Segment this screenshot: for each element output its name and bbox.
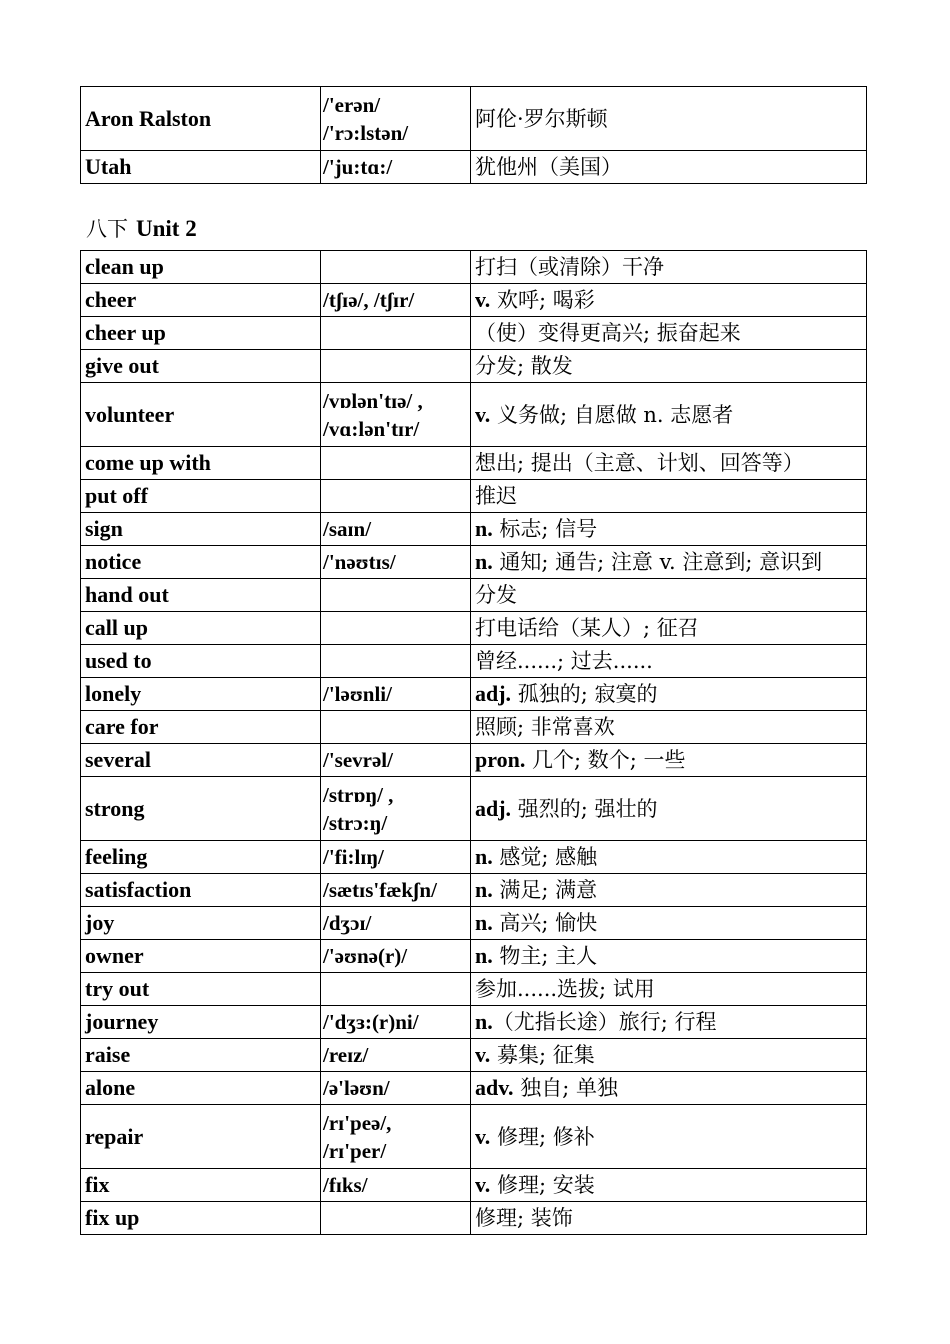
vocab-word: clean up — [81, 251, 321, 284]
vocab-row — [81, 645, 867, 678]
vocab-word: hand out — [81, 579, 321, 612]
vocab-meaning — [471, 744, 867, 777]
vocab-meaning — [471, 1039, 867, 1072]
vocab-phonetic-line: /'sevrəl/ — [323, 748, 393, 772]
vocab-phonetic-line: /reɪz/ — [323, 1043, 369, 1067]
vocab-meaning — [471, 513, 867, 546]
vocab-meaning — [471, 284, 867, 317]
vocab-word: raise — [81, 1039, 321, 1072]
vocab-row — [81, 251, 867, 284]
vocab-phonetic-line: /rɪ'peə/, — [323, 1110, 392, 1135]
vocab-row — [81, 151, 867, 184]
vocab-part-of-speech: n. — [475, 1009, 493, 1034]
vocab-word: call up — [81, 612, 321, 645]
vocab-phonetic — [321, 87, 471, 151]
vocab-word: joy — [81, 907, 321, 940]
vocabulary-table-top-body — [81, 87, 867, 184]
vocabulary-table-unit-body — [81, 251, 867, 1235]
vocab-phonetic-line: /dʒɔɪ/ — [323, 911, 372, 935]
vocab-meaning — [471, 841, 867, 874]
vocab-meaning — [471, 973, 867, 1006]
vocab-row — [81, 1006, 867, 1039]
vocab-meaning — [471, 480, 867, 513]
vocab-phonetic-line: /'dʒɜ:(r)ni/ — [323, 1010, 419, 1034]
section-heading-unit: Unit 2 — [136, 216, 197, 241]
vocab-row — [81, 447, 867, 480]
vocab-row — [81, 579, 867, 612]
vocab-phonetic — [321, 1169, 471, 1202]
vocab-meaning-text: 修理; 装饰 — [475, 1206, 573, 1230]
vocab-phonetic — [321, 874, 471, 907]
vocab-word: strong — [81, 777, 321, 841]
vocab-phonetic — [321, 480, 471, 513]
vocab-meaning-text: 修理; 修补 — [490, 1124, 595, 1149]
vocab-phonetic — [321, 317, 471, 350]
vocab-phonetic — [321, 841, 471, 874]
vocab-word: journey — [81, 1006, 321, 1039]
vocab-phonetic-line: /sætɪs'fækʃn/ — [323, 878, 437, 902]
vocab-meaning-text: 照顾; 非常喜欢 — [475, 715, 615, 739]
vocab-row — [81, 907, 867, 940]
vocab-meaning — [471, 777, 867, 841]
vocab-row — [81, 711, 867, 744]
vocab-word: try out — [81, 973, 321, 1006]
vocab-word: satisfaction — [81, 874, 321, 907]
vocab-phonetic-line: /'ju:tɑ:/ — [323, 155, 393, 179]
vocab-word: used to — [81, 645, 321, 678]
vocab-word: care for — [81, 711, 321, 744]
vocab-phonetic-line: /tʃɪə/, /tʃɪr/ — [323, 288, 415, 312]
vocab-phonetic — [321, 777, 471, 841]
vocab-meaning-text: 犹他州（美国） — [475, 155, 622, 179]
vocab-meaning — [471, 940, 867, 973]
vocab-word: give out — [81, 350, 321, 383]
vocab-row — [81, 973, 867, 1006]
vocab-phonetic — [321, 251, 471, 284]
vocab-row — [81, 513, 867, 546]
section-heading-prefix: 八下 — [86, 217, 128, 241]
vocab-row — [81, 1202, 867, 1235]
vocab-meaning-text: 物主; 主人 — [492, 944, 598, 968]
vocab-part-of-speech: n. — [475, 844, 493, 869]
vocab-meaning — [471, 1169, 867, 1202]
vocab-meaning-text: 打扫（或清除）干净 — [475, 255, 664, 279]
vocab-part-of-speech: adj. — [475, 681, 512, 706]
vocab-word: Aron Ralston — [81, 87, 321, 151]
vocab-meaning — [471, 645, 867, 678]
vocab-part-of-speech: v. — [475, 1172, 491, 1197]
vocab-phonetic — [321, 940, 471, 973]
vocab-word: cheer — [81, 284, 321, 317]
vocab-phonetic-line: /rɪ'per/ — [323, 1138, 387, 1163]
vocab-word: notice — [81, 546, 321, 579]
vocab-word: fix — [81, 1169, 321, 1202]
vocab-word: several — [81, 744, 321, 777]
vocab-phonetic-line: /ə'ləʊn/ — [323, 1076, 390, 1100]
vocab-phonetic — [321, 678, 471, 711]
vocab-phonetic-line: /'ləʊnli/ — [323, 682, 392, 706]
vocab-phonetic — [321, 1006, 471, 1039]
vocab-meaning-text: 推迟 — [475, 484, 517, 508]
vocab-phonetic-line: /fɪks/ — [323, 1173, 368, 1197]
vocab-row — [81, 1072, 867, 1105]
vocab-word: volunteer — [81, 383, 321, 447]
vocab-phonetic — [321, 151, 471, 184]
vocab-row — [81, 777, 867, 841]
vocab-meaning — [471, 447, 867, 480]
vocab-row — [81, 744, 867, 777]
vocab-phonetic — [321, 513, 471, 546]
vocab-phonetic-line: /'erən/ — [323, 92, 381, 117]
vocab-phonetic — [321, 447, 471, 480]
vocab-meaning-text: 想出; 提出（主意、计划、回答等） — [475, 451, 804, 475]
vocab-word: feeling — [81, 841, 321, 874]
vocab-phonetic-line: /vɑ:lən'tɪr/ — [323, 416, 420, 441]
vocab-meaning — [471, 350, 867, 383]
vocab-word: repair — [81, 1105, 321, 1169]
vocab-word: fix up — [81, 1202, 321, 1235]
vocab-part-of-speech: v. — [475, 1042, 491, 1067]
vocab-row — [81, 940, 867, 973]
vocab-part-of-speech: n. — [475, 910, 493, 935]
vocab-part-of-speech: n. — [475, 943, 493, 968]
vocab-row — [81, 317, 867, 350]
vocab-meaning-text: 参加......选拔; 试用 — [475, 977, 655, 1001]
vocab-phonetic — [321, 383, 471, 447]
vocab-word: sign — [81, 513, 321, 546]
vocab-meaning-text: 阿伦·罗尔斯顿 — [475, 106, 608, 131]
vocab-meaning-text: 通知; 通告; 注意 v. 注意到; 意识到 — [492, 550, 823, 574]
vocabulary-table-top — [80, 86, 867, 184]
vocab-phonetic-line: /vɒlən'tɪə/ , — [323, 388, 423, 413]
vocab-row — [81, 480, 867, 513]
vocab-part-of-speech: adj. — [475, 795, 512, 821]
vocab-meaning — [471, 1072, 867, 1105]
vocab-meaning-text: 几个; 数个; 一些 — [525, 748, 686, 772]
vocab-meaning-text: （使）变得更高兴; 振奋起来 — [475, 321, 741, 345]
vocab-phonetic — [321, 973, 471, 1006]
vocab-row — [81, 678, 867, 711]
vocab-meaning-text: 分发; 散发 — [475, 354, 573, 378]
vocab-row — [81, 874, 867, 907]
vocab-row — [81, 612, 867, 645]
vocab-part-of-speech: pron. — [475, 747, 526, 772]
vocab-phonetic — [321, 907, 471, 940]
vocab-part-of-speech: n. — [475, 516, 493, 541]
vocab-word: lonely — [81, 678, 321, 711]
vocab-phonetic — [321, 579, 471, 612]
vocab-part-of-speech: n. — [475, 877, 493, 902]
vocab-meaning — [471, 612, 867, 645]
vocab-part-of-speech: v. — [475, 1123, 491, 1149]
vocab-phonetic — [321, 1202, 471, 1235]
vocab-meaning-text: 满足; 满意 — [492, 878, 598, 902]
vocab-part-of-speech: v. — [475, 401, 491, 427]
vocab-meaning-text: 义务做; 自愿做 n. 志愿者 — [490, 402, 734, 427]
vocab-word: Utah — [81, 151, 321, 184]
vocab-row — [81, 87, 867, 151]
vocab-row — [81, 350, 867, 383]
vocab-row — [81, 1169, 867, 1202]
vocabulary-table-unit — [80, 250, 867, 1235]
vocab-row — [81, 546, 867, 579]
vocab-meaning — [471, 1006, 867, 1039]
vocab-word: put off — [81, 480, 321, 513]
vocab-meaning — [471, 678, 867, 711]
vocab-meaning — [471, 383, 867, 447]
vocab-meaning-text: 修理; 安装 — [490, 1173, 595, 1197]
vocab-row — [81, 284, 867, 317]
vocab-meaning — [471, 87, 867, 151]
vocab-meaning-text: 感觉; 感触 — [492, 845, 598, 869]
vocab-meaning-text: 募集; 征集 — [490, 1043, 595, 1067]
vocab-phonetic-line: /strɒŋ/ , — [323, 782, 394, 807]
vocab-meaning — [471, 251, 867, 284]
vocab-meaning-text: 独自; 单独 — [513, 1076, 618, 1100]
vocab-meaning-text: （尤指长途）旅行; 行程 — [492, 1010, 717, 1034]
vocab-word: come up with — [81, 447, 321, 480]
vocab-phonetic — [321, 1039, 471, 1072]
vocab-phonetic — [321, 284, 471, 317]
vocab-meaning — [471, 151, 867, 184]
vocab-row — [81, 1105, 867, 1169]
vocab-phonetic — [321, 1105, 471, 1169]
vocab-phonetic-line: /saɪn/ — [323, 517, 372, 541]
vocab-phonetic-line: /strɔ:ŋ/ — [323, 810, 388, 835]
vocab-meaning-text: 欢呼; 喝彩 — [490, 288, 595, 312]
vocab-word: owner — [81, 940, 321, 973]
vocab-meaning-text: 高兴; 愉快 — [492, 911, 598, 935]
vocab-part-of-speech: adv. — [475, 1075, 514, 1100]
vocab-part-of-speech: v. — [475, 287, 491, 312]
vocab-meaning-text: 强烈的; 强壮的 — [511, 796, 658, 821]
vocab-meaning — [471, 1202, 867, 1235]
vocab-part-of-speech: n. — [475, 549, 493, 574]
section-heading — [86, 214, 197, 244]
vocab-phonetic-line: /'nəʊtɪs/ — [323, 550, 396, 574]
vocab-word: cheer up — [81, 317, 321, 350]
vocab-row — [81, 383, 867, 447]
vocab-phonetic — [321, 711, 471, 744]
vocab-meaning — [471, 874, 867, 907]
vocab-phonetic — [321, 1072, 471, 1105]
vocab-meaning-text: 打电话给（某人）; 征召 — [475, 616, 699, 640]
vocab-phonetic-line: /'rɔ:lstən/ — [323, 120, 409, 145]
vocab-phonetic — [321, 546, 471, 579]
vocab-row — [81, 1039, 867, 1072]
vocab-phonetic — [321, 612, 471, 645]
vocab-meaning — [471, 317, 867, 350]
vocab-phonetic — [321, 645, 471, 678]
vocab-meaning-text: 标志; 信号 — [492, 517, 598, 541]
vocab-phonetic-line: /'əʊnə(r)/ — [323, 944, 408, 968]
vocab-row — [81, 841, 867, 874]
vocab-meaning — [471, 546, 867, 579]
vocab-meaning — [471, 1105, 867, 1169]
vocab-meaning — [471, 579, 867, 612]
vocab-word: alone — [81, 1072, 321, 1105]
vocab-phonetic — [321, 350, 471, 383]
vocab-meaning-text: 孤独的; 寂寞的 — [511, 682, 658, 706]
vocab-meaning — [471, 907, 867, 940]
vocab-meaning — [471, 711, 867, 744]
vocab-meaning-text: 曾经......; 过去...... — [475, 649, 653, 673]
vocab-meaning-text: 分发 — [475, 583, 517, 607]
vocab-phonetic-line: /'fi:lɪŋ/ — [323, 845, 384, 869]
vocab-phonetic — [321, 744, 471, 777]
